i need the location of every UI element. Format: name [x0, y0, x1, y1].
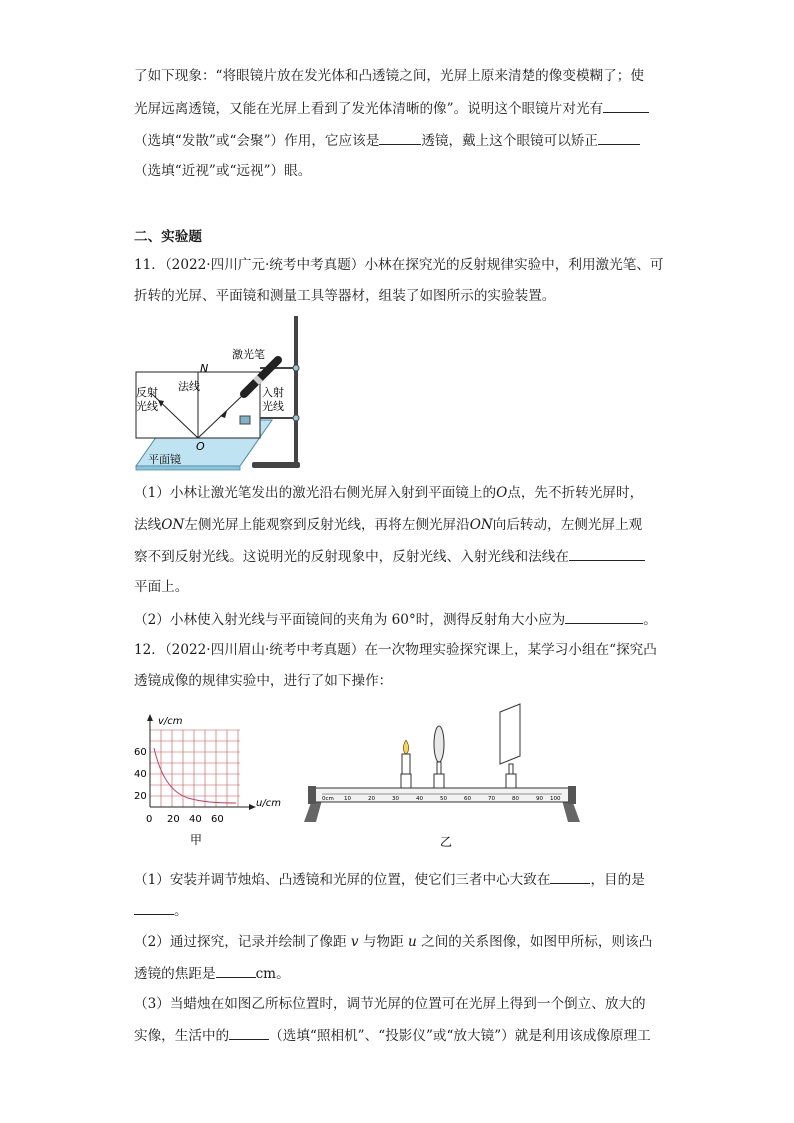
scale-tick: 50	[440, 796, 447, 802]
answer-blank[interactable]	[379, 130, 421, 145]
q11-line2	[134, 286, 555, 306]
point-O: O	[496, 485, 508, 501]
q10-line1	[134, 66, 644, 86]
text: 向后转动，左侧光屏上观	[492, 517, 643, 533]
x-tick: 20	[167, 814, 180, 825]
text: （1）安装并调节烛焰、凸透镜和光屏的位置，使它们三者中心大致在	[134, 872, 551, 888]
clamp-knob	[293, 365, 299, 371]
text: （1）小林让激光笔发出的激光沿右侧光屏入射到平面镜上的	[134, 485, 497, 501]
text: 。	[174, 903, 188, 919]
text: 之间的关系图像，如图甲所标，则该凸	[421, 934, 653, 950]
var-u: u	[408, 934, 417, 950]
scale-label: 0cm	[322, 796, 334, 802]
x-axis-label: u/cm	[256, 798, 281, 809]
vu-curve	[154, 748, 236, 803]
q12-p1-line2	[134, 900, 188, 921]
answer-blank[interactable]	[216, 963, 256, 978]
text: 。	[643, 612, 657, 628]
laser-pen-band	[256, 378, 260, 382]
x-tick: 0	[146, 814, 153, 825]
answer-blank[interactable]	[565, 609, 643, 624]
label-incident1: 入射	[262, 386, 284, 399]
x-axis-arrow	[249, 804, 256, 810]
graph-caption: 甲	[190, 833, 203, 847]
scale-tick: 70	[488, 796, 495, 802]
convex-lens	[434, 726, 444, 762]
lens-holder	[434, 774, 444, 788]
scale-tick: 30	[392, 796, 399, 802]
q11-line1-text: 11．（2022·四川广元·统考中考真题）小林在探究光的反射规律实验中，利用激光笔、可	[134, 257, 664, 273]
optical-bench-figure	[300, 700, 590, 852]
light-screen	[500, 704, 520, 764]
q10-line3-text-b: 透镜，戴上这个眼镜可以矫正	[421, 133, 599, 149]
vu-graph-figure	[130, 710, 290, 850]
stand-rod	[294, 316, 298, 464]
label-laser: 激光笔	[232, 348, 265, 361]
rail-end-left	[308, 786, 316, 804]
q11-p1-line3	[134, 546, 645, 567]
text: ，目的是	[590, 872, 645, 888]
y-tick: 20	[134, 791, 147, 802]
candle-flame	[403, 740, 408, 754]
answer-blank[interactable]	[603, 98, 649, 113]
q10-line1-text: 了如下现象：“将眼镜片放在发光体和凸透镜之间，光屏上原来清楚的像变模糊了；使	[134, 68, 644, 84]
var-v: v	[350, 934, 359, 950]
text: 察不到反射光线。这说明光的反射现象中，反射光线、入射光线和法线在	[134, 549, 569, 565]
clamp-knob	[293, 415, 299, 421]
q10-line4-text: （选填“近视”或“远视”）眼。	[134, 163, 312, 179]
line-ON: ON	[161, 517, 185, 533]
scale-tick: 20	[368, 796, 375, 802]
answer-blank[interactable]	[569, 546, 645, 561]
text: 点，先不折转光屏时，	[507, 485, 644, 501]
stand-base	[252, 462, 300, 468]
text: cm。	[255, 966, 290, 982]
text: 12．（2022·四川眉山·统考中考真题）在一次物理实验探究课上，某学习小组在“探究凸	[134, 642, 657, 658]
text: （选填“照相机”、“投影仪”或“放大镜”）就是利用该成像原理工	[269, 1028, 651, 1044]
text: 平面上。	[134, 579, 189, 595]
candle-holder	[401, 774, 411, 788]
q12-line1	[134, 640, 657, 660]
label-O: O	[196, 440, 205, 453]
rail-end-right	[568, 786, 576, 804]
y-axis-arrow	[147, 714, 153, 721]
text: （2）小林使入射光线与平面镜间的夹角为 60°时，测得反射角大小应为	[134, 612, 566, 628]
q10-line3	[134, 130, 640, 151]
text: 透镜成像的规律实验中，进行了如下操作：	[134, 673, 393, 689]
q12-p2-line2	[134, 963, 290, 984]
reflection-apparatus-figure	[128, 312, 328, 474]
answer-blank[interactable]	[229, 1025, 269, 1040]
scale-tick: 100	[550, 796, 561, 802]
text: （2）通过探究，记录并绘制了像距	[134, 934, 347, 950]
q12-p3-line1	[134, 994, 646, 1014]
label-N: N	[200, 362, 209, 375]
q10-line2-text: 光屏远离透镜，又能在光屏上看到了发光体清晰的像”。说明这个眼镜片对光有	[134, 101, 604, 117]
bench-caption: 乙	[440, 835, 453, 849]
q10-line3-text-a: （选填“发散”或“会聚”）作用，它应该是	[134, 133, 380, 149]
answer-blank[interactable]	[598, 130, 640, 145]
section-title: 二、实验题	[134, 229, 202, 245]
mirror-edge	[136, 466, 240, 470]
scale-tick: 90	[536, 796, 543, 802]
q11-p1-line2	[134, 515, 642, 535]
candle	[402, 754, 410, 774]
graph-grid	[150, 730, 240, 807]
scale-tick: 80	[512, 796, 519, 802]
label-reflect1: 反射	[136, 386, 158, 399]
y-tick: 40	[134, 769, 147, 780]
y-axis-label: v/cm	[158, 716, 183, 727]
section-heading	[134, 227, 202, 247]
label-mirror: 平面镜	[148, 453, 181, 466]
q11-p1-line1	[134, 483, 643, 503]
text: 透镜的焦距是	[134, 966, 216, 982]
q11-line2-text: 折转的光屏、平面镜和测量工具等器材，组装了如图所示的实验装置。	[134, 288, 556, 304]
q12-p3-line2	[134, 1025, 651, 1046]
q11-line1	[134, 255, 664, 275]
answer-blank[interactable]	[134, 900, 174, 915]
lens-post	[437, 762, 441, 774]
label-normal: 法线	[178, 380, 200, 393]
q11-p1-line4	[134, 577, 188, 597]
answer-blank[interactable]	[550, 869, 590, 884]
text: 与物距	[362, 934, 404, 950]
text: （3）当蜡烛在如图乙所标位置时，调节光屏的位置可在光屏上得到一个倒立、放大的	[134, 996, 646, 1012]
q12-line2	[134, 671, 392, 691]
q12-p2-line1	[134, 932, 652, 952]
q11-p2	[134, 609, 657, 630]
x-tick: 60	[211, 814, 224, 825]
label-reflect2: 光线	[136, 400, 158, 413]
q10-line2	[134, 98, 649, 119]
scale-tick: 60	[464, 796, 471, 802]
screen-post	[509, 764, 513, 774]
text: 实像，生活中的	[134, 1028, 230, 1044]
screen-holder	[506, 774, 516, 788]
scale-tick: 40	[416, 796, 423, 802]
screen-holder	[240, 416, 250, 424]
y-tick: 60	[134, 747, 147, 758]
text: 左侧光屏上能观察到反射光线，再将左侧光屏沿	[184, 517, 470, 533]
text: 法线	[134, 517, 162, 533]
label-incident2: 光线	[262, 400, 284, 413]
line-ON: ON	[469, 517, 493, 533]
scale-tick: 10	[344, 796, 351, 802]
q12-p1-line1	[134, 869, 645, 890]
x-tick: 40	[189, 814, 202, 825]
q10-line4	[134, 161, 311, 181]
